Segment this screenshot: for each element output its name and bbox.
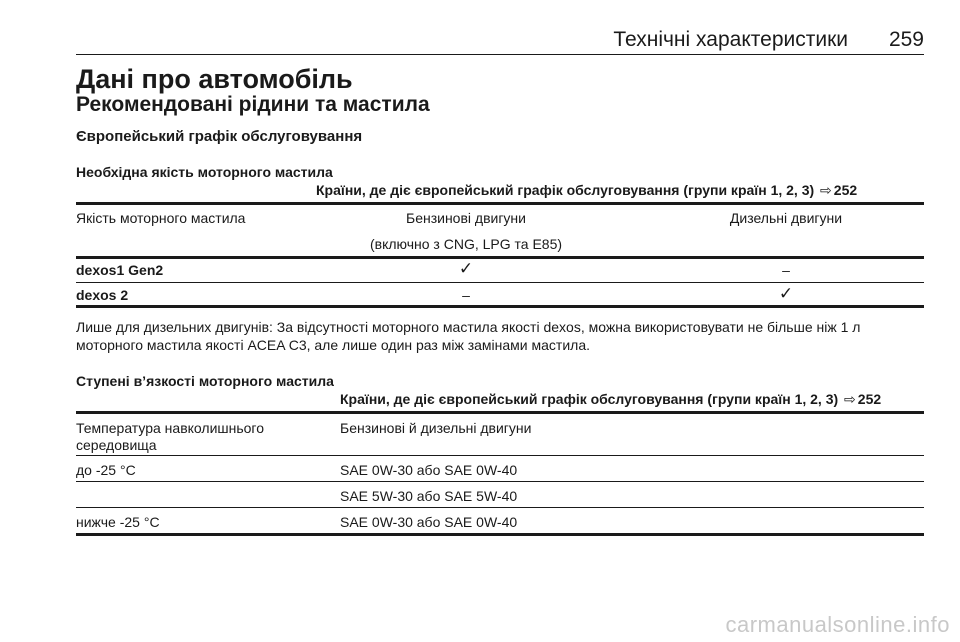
table2-bottom-rule — [76, 533, 924, 536]
section-heading: Рекомендовані рідини та мастила — [76, 93, 430, 116]
oil-quality-heading: Необхідна якість моторного мастила — [76, 164, 333, 180]
table1-bottom-rule — [76, 305, 924, 308]
table2-row-oil: SAE 0W-30 або SAE 0W-40 — [340, 462, 518, 478]
table1-caption — [316, 182, 857, 199]
table2-row-rule — [76, 481, 924, 482]
table1-cell-petrol: – — [462, 287, 470, 303]
table2-row-oil: SAE 5W-30 або SAE 5W-40 — [340, 488, 518, 504]
table1-header-rule — [76, 256, 924, 259]
table2-caption — [340, 391, 881, 408]
diesel-note: Лише для дизельних двигунів: За відсутності моторного мастила якості dexos, можна використовувати не більше ніж 1 л моторного мастила якості ACEA C3, але лише один раз між замінами мастила. — [76, 319, 861, 353]
table2-top-rule — [76, 411, 924, 414]
table1-caption-ref[interactable]: 252 — [833, 182, 858, 198]
check-mark-icon: ✓ — [778, 284, 794, 303]
table2-col-temp: Температура навколишнього середовища — [76, 420, 265, 453]
table1-caption-text: Країни, де діє європейський графік обслуговування (групи країн 1, 2, 3) — [316, 182, 815, 198]
table2-caption-text: Країни, де діє європейський графік обслуговування (групи країн 1, 2, 3) — [340, 391, 839, 407]
table2-row-temp: нижче -25 °C — [76, 514, 160, 530]
chapter-heading: Дані про автомобіль — [76, 64, 353, 94]
table2-caption-ref[interactable]: 252 — [857, 391, 882, 407]
section-title: Технічні характеристики — [613, 28, 848, 51]
table1-row-label: dexos1 Gen2 — [76, 262, 164, 278]
table2-row-oil: SAE 0W-30 або SAE 0W-40 — [340, 514, 518, 530]
page-number: 259 — [888, 28, 924, 51]
table1-col-petrol: Бензинові двигуни — [406, 210, 526, 226]
table1-col-petrol-sub: (включно з CNG, LPG та E85) — [369, 236, 563, 252]
reference-arrow-icon[interactable]: ⇨ — [820, 182, 832, 198]
table1-col-quality: Якість моторного мастила — [76, 210, 246, 226]
table2-row-temp: до -25 °C — [76, 462, 136, 478]
subsection-heading: Європейський графік обслуговування — [76, 128, 363, 145]
running-header — [76, 28, 924, 55]
table2-col-oil: Бензинові й дизельні двигуни — [340, 420, 532, 436]
table1-cell-diesel: – — [782, 262, 790, 278]
viscosity-heading: Ступені в’язкості моторного мастила — [76, 373, 334, 389]
check-mark-icon: ✓ — [458, 259, 474, 278]
watermark: carmanualsonline.info — [725, 612, 950, 637]
table1-row-label: dexos 2 — [76, 287, 129, 303]
table1-top-rule — [76, 202, 924, 205]
table1-row-rule — [76, 282, 924, 283]
table1-col-diesel: Дизельні двигуни — [729, 210, 843, 226]
table2-row-rule — [76, 507, 924, 508]
reference-arrow-icon[interactable]: ⇨ — [844, 391, 856, 407]
table2-header-rule — [76, 455, 924, 456]
